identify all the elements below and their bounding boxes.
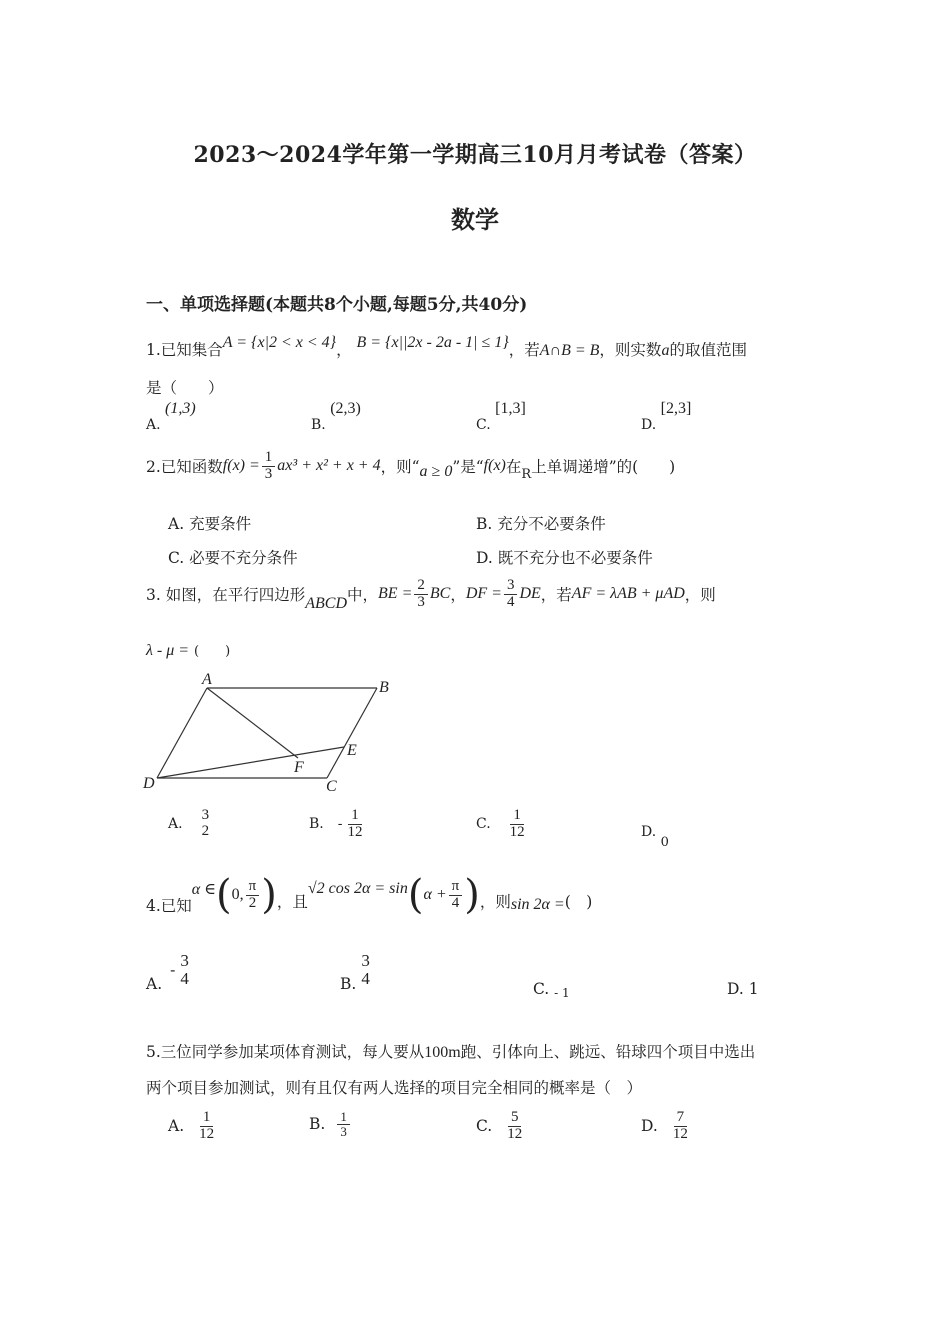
q1-option-a[interactable]: A. (1,3) (146, 400, 196, 433)
q4-option-a[interactable]: A. - 3 4 (146, 951, 189, 993)
q2-option-c[interactable]: C. 必要不充分条件 (168, 549, 298, 567)
section-heading: 一、单项选择题(本题共8个小题,每题5分,共40分) (146, 295, 528, 315)
label-b: B (379, 679, 389, 696)
label-a: A (202, 671, 212, 688)
segment-af (207, 688, 298, 758)
question-5: 5.三位同学参加某项体育测试，每人要从100m跑、引体向上、跳远、铅球四个项目中选出 (146, 1043, 756, 1061)
question-4: 4.已知 α ∈ ( 0, $\frac{\pi}{2}$ ) ，且 √2 cos 2α = sin ( α + $\frac{\pi}{4}$ ) ，则 sin 2α = ( ) (146, 872, 593, 918)
q3-option-b[interactable]: B. - $\frac{1}{12}$ (309, 807, 363, 840)
q5-option-d[interactable]: D. $\frac{7}{12}$ (641, 1109, 688, 1142)
fraction: $\frac{1}{3}$ (262, 450, 276, 483)
question-5-line2: 两个项目参加测试，则有且仅有两人选择的项目完全相同的概率是（ ） (146, 1079, 643, 1097)
question-1: 1.已知集合A = {x|2 < x < 4}， B = {x||2x - 2a - 1| ≤ 1}，若A∩B = B，则实数a的取值范围 (146, 334, 747, 359)
q5-option-c[interactable]: C. $\frac{5}{12}$ (476, 1109, 523, 1142)
q4-option-b[interactable]: B. 3 4 (340, 951, 370, 993)
fraction: $\frac{3}{4}$ (504, 578, 518, 611)
q5-option-b[interactable]: B. $\frac{1}{3}$ (309, 1110, 352, 1138)
question-1-line2: 是（ ） (146, 379, 224, 397)
q4-option-c[interactable]: C. - 1 (533, 980, 570, 1000)
q2-option-b[interactable]: B. 充分不必要条件 (476, 515, 606, 533)
parallelogram-figure (140, 670, 400, 800)
label-d: D (143, 775, 155, 792)
q3-option-a[interactable]: A. 3 2 (168, 807, 210, 839)
q1-option-c[interactable]: C. [1,3] (476, 400, 526, 433)
q4-option-d[interactable]: D. 1 (727, 980, 759, 998)
label-f: F (294, 759, 304, 776)
segment-de (157, 747, 344, 778)
q5-option-a[interactable]: A. $\frac{1}{12}$ (168, 1109, 215, 1142)
question-2: 2.已知函数 f(x) = $\frac{1}{3}$ ax³ + x² + x + 4 ，则“ a ≥ 0 ”是“ f(x) 在 R 上单调递增”的( ) (146, 449, 676, 482)
q2-option-d[interactable]: D. 既不充分也不必要条件 (476, 549, 653, 567)
page-title: 2023～2024学年第一学期高三10月月考试卷（答案） (193, 142, 757, 168)
label-c: C (326, 778, 337, 795)
edge-bc (327, 688, 377, 778)
fraction: $\frac{2}{3}$ (414, 578, 428, 611)
question-3-line2: λ - μ = ( ) (146, 642, 231, 659)
subject-title: 数学 (451, 205, 499, 234)
q1-option-b[interactable]: B. (2,3) (311, 400, 361, 433)
edge-da (157, 688, 207, 778)
q3-option-d[interactable]: D. 0 (641, 824, 669, 850)
q3-option-c[interactable]: C. $\frac{1}{12}$ (476, 807, 525, 840)
q2-option-a[interactable]: A. 充要条件 (168, 515, 252, 533)
q1-option-d[interactable]: D. [2,3] (641, 400, 692, 433)
label-e: E (347, 742, 357, 759)
question-3: 3. 如图，在平行四边形 ABCD 中， BE = $\frac{2}{3}$ BC ， DF = $\frac{3}{4}$ DE ，若 AF = λAB + μAD ，则 (146, 577, 716, 613)
